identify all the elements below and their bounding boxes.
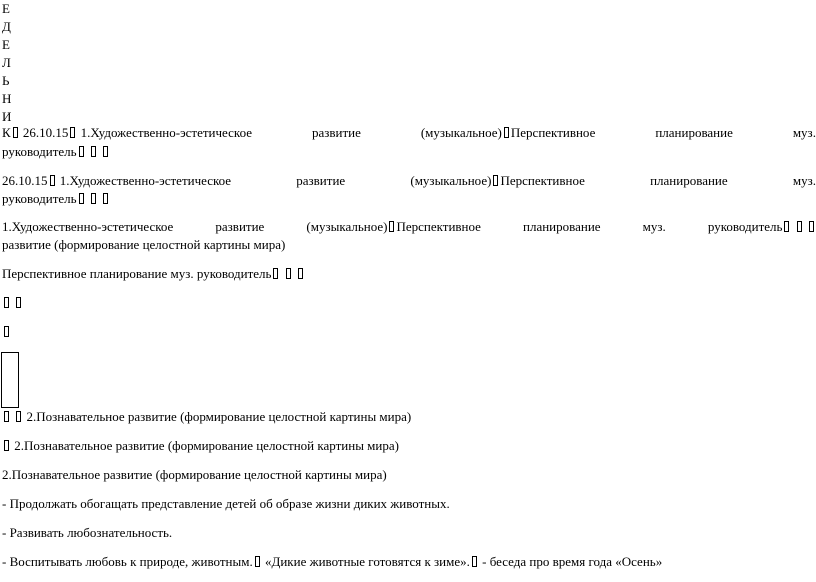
word: муз. (642, 219, 666, 234)
missing-glyph-icon (4, 411, 9, 422)
word: планирование (650, 173, 728, 188)
word: Перспективное (396, 219, 481, 234)
word: муз. (792, 125, 816, 140)
schedule-line-1-cont (2, 144, 816, 160)
cognitive-title: 2.Познавательное развитие (формирование целостной картины мира) (14, 438, 399, 453)
missing-glyph-icon (493, 175, 498, 186)
missing-glyph-icon (504, 127, 509, 138)
missing-glyph-icon (103, 146, 108, 157)
topic: «Дикие животные готовятся к зиме». (264, 554, 470, 569)
glyph-row (2, 295, 816, 311)
missing-glyph-icon (103, 193, 108, 204)
weekday-letter: К (2, 125, 11, 140)
letter: Ь (2, 73, 10, 88)
schedule-line-4 (2, 266, 816, 282)
missing-glyph-icon (286, 268, 291, 279)
schedule-line-1 (2, 125, 816, 141)
missing-glyph-icon (16, 297, 21, 308)
task-1: - Продолжать обогащать представление детей об образе жизни диких животных. (2, 496, 450, 511)
missing-glyph-icon (91, 146, 96, 157)
word: развитие (296, 173, 346, 188)
missing-glyph-icon (472, 556, 477, 567)
word: Перспективное (510, 125, 596, 140)
letter: Д (2, 19, 11, 34)
missing-glyph-icon (298, 268, 303, 279)
missing-glyph-icon (13, 127, 18, 138)
word: руководитель (2, 144, 77, 159)
cognitive-line-3 (2, 467, 816, 483)
empty-frame (1, 352, 19, 408)
activity-title: 1.Художественно-эстетическое (59, 173, 232, 188)
word: развитие (311, 125, 361, 140)
missing-glyph-icon (16, 411, 21, 422)
glyph-row (2, 324, 816, 340)
vertical-weekday-letters (2, 0, 16, 126)
missing-glyph-icon (91, 193, 96, 204)
letter: Л (2, 55, 11, 70)
date: 26.10.15 (22, 125, 69, 140)
task-text: - беседа про время года «Осень» (482, 554, 663, 569)
missing-glyph-icon (70, 127, 75, 138)
cognitive-line-2 (2, 438, 816, 454)
word: Перспективное (500, 173, 585, 188)
activity-title: 1.Художественно-эстетическое (80, 125, 252, 140)
letter: Е (2, 1, 10, 16)
task-3 (2, 554, 816, 570)
letter: Н (2, 91, 12, 106)
date: 26.10.15 (2, 173, 48, 188)
missing-glyph-icon (4, 297, 9, 308)
word: планирование (523, 219, 601, 234)
letter: Е (2, 37, 10, 52)
cognitive-title: 2.Познавательное развитие (формирование целостной картины мира) (2, 467, 387, 482)
word: руководитель (707, 219, 783, 234)
word: развитие (215, 219, 265, 234)
missing-glyph-icon (255, 556, 260, 567)
schedule-line-2-cont (2, 191, 816, 207)
word: планирование (655, 125, 733, 140)
task-text: - Воспитывать любовь к природе, животным. (2, 554, 253, 569)
missing-glyph-icon (784, 221, 789, 232)
schedule-line-3-cont: развитие (формирование целостной картины мира) (2, 237, 286, 252)
missing-glyph-icon (50, 175, 55, 186)
cognitive-line-1 (2, 409, 816, 425)
letter: И (2, 109, 12, 124)
word: (музыкальное) (420, 125, 502, 140)
missing-glyph-icon (797, 221, 802, 232)
missing-glyph-icon (4, 326, 9, 337)
missing-glyph-icon (273, 268, 278, 279)
missing-glyph-icon (389, 221, 394, 232)
planning-label: Перспективное планирование муз. руководитель (2, 266, 272, 281)
activity-title: 1.Художественно-эстетическое (2, 219, 174, 234)
missing-glyph-icon (79, 193, 84, 204)
task-2: - Развивать любознательность. (2, 525, 173, 540)
word: руководитель (2, 191, 77, 206)
word: муз. (792, 173, 816, 188)
cognitive-title: 2.Познавательное развитие (формирование целостной картины мира) (26, 409, 412, 424)
schedule-line-2 (2, 173, 816, 189)
missing-glyph-icon (4, 440, 9, 451)
missing-glyph-icon (809, 221, 814, 232)
missing-glyph-icon (79, 146, 84, 157)
schedule-line-3 (2, 219, 816, 235)
word: (музыкальное) (410, 173, 492, 188)
word: (музыкальное) (306, 219, 388, 234)
